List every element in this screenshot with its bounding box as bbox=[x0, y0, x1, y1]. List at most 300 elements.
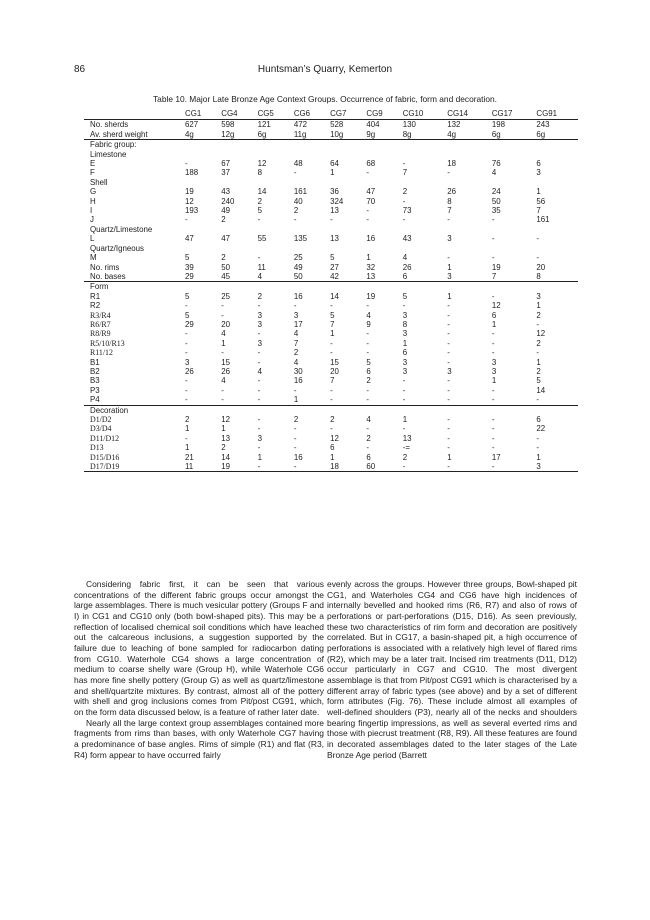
table-cell: - bbox=[330, 215, 333, 225]
table-cell: 8 bbox=[257, 168, 262, 178]
table-cell: 7 bbox=[402, 168, 408, 178]
table-cell bbox=[444, 244, 489, 253]
table-cell: - bbox=[447, 215, 450, 225]
table-cell: - bbox=[447, 433, 450, 443]
table-row bbox=[84, 168, 578, 177]
column-header: CG4 bbox=[218, 106, 254, 120]
table-cell: - bbox=[293, 168, 297, 178]
table-cell bbox=[489, 282, 534, 292]
table-cell: 49 bbox=[293, 262, 303, 272]
table-row bbox=[84, 244, 578, 253]
table-cell bbox=[400, 282, 445, 292]
table-cell: -= bbox=[402, 443, 410, 453]
table-cell: - bbox=[447, 253, 450, 263]
table-cell: 24 bbox=[491, 187, 501, 197]
table-row bbox=[84, 348, 578, 357]
table-cell bbox=[291, 178, 327, 187]
row-label: I bbox=[90, 206, 93, 216]
table-cell: 4g bbox=[182, 130, 218, 140]
table-cell: - bbox=[489, 395, 534, 405]
table-cell: 7 bbox=[447, 206, 452, 216]
table-cell: - bbox=[447, 357, 450, 367]
table-cell: 21 bbox=[185, 452, 194, 462]
table-cell: 25 bbox=[221, 291, 231, 301]
table-cell bbox=[255, 244, 291, 253]
table-cell: 2 bbox=[185, 415, 190, 424]
table-cell: 42 bbox=[327, 272, 363, 282]
table-cell: 2 bbox=[366, 376, 371, 386]
table-cell: 1 bbox=[402, 338, 408, 348]
row-label: H bbox=[90, 196, 96, 206]
table-header-row bbox=[84, 106, 578, 120]
table-cell: - bbox=[330, 385, 333, 395]
table-cell bbox=[291, 244, 327, 253]
table-cell: - bbox=[257, 301, 261, 311]
table-cell: 8 bbox=[402, 319, 408, 329]
table-cell: - bbox=[366, 385, 370, 395]
table-row bbox=[84, 234, 578, 243]
table-cell: - bbox=[491, 215, 495, 225]
table-cell: 11g bbox=[291, 130, 327, 140]
table-cell bbox=[444, 140, 489, 150]
column-header: CG17 bbox=[489, 106, 534, 120]
table-cell: - bbox=[491, 443, 495, 453]
table-cell bbox=[182, 244, 218, 253]
table-cell: 5 bbox=[366, 357, 371, 367]
table-cell: 30 bbox=[293, 366, 303, 376]
table-cell: 9g bbox=[363, 130, 399, 140]
table-cell: - bbox=[402, 159, 406, 169]
table-cell: 76 bbox=[491, 159, 501, 169]
table-cell: - bbox=[257, 415, 261, 424]
table-cell: 47 bbox=[185, 234, 194, 244]
table-cell: - bbox=[185, 329, 188, 339]
row-label: J bbox=[90, 215, 94, 225]
table-cell: 64 bbox=[330, 159, 339, 169]
table-cell: - bbox=[291, 462, 327, 472]
table-cell: - bbox=[447, 168, 450, 178]
table-cell: 2 bbox=[536, 338, 541, 348]
table-cell: 55 bbox=[257, 234, 267, 244]
table-cell: - bbox=[257, 443, 261, 453]
table-row bbox=[84, 263, 578, 272]
table-cell: 6g bbox=[533, 130, 578, 140]
table-cell bbox=[255, 282, 291, 292]
table-cell: 8 bbox=[533, 272, 578, 282]
table-cell: 18 bbox=[327, 462, 363, 472]
table-cell: 13 bbox=[330, 234, 339, 244]
table-cell: - bbox=[447, 310, 450, 320]
table-row bbox=[84, 120, 578, 130]
table-cell: - bbox=[185, 338, 188, 348]
row-label: R3/R4 bbox=[90, 310, 111, 320]
table-cell: 19 bbox=[218, 462, 254, 472]
table-cell: - bbox=[221, 301, 224, 311]
table-cell bbox=[182, 150, 218, 159]
table-row bbox=[84, 187, 578, 196]
table-cell: 3 bbox=[257, 310, 262, 320]
table-cell bbox=[291, 405, 327, 415]
table-cell: 26 bbox=[185, 366, 194, 376]
table-cell: 2 bbox=[366, 433, 371, 443]
table-cell: 1 bbox=[447, 291, 452, 301]
table-cell: 27 bbox=[330, 262, 339, 272]
table-row bbox=[84, 339, 578, 348]
table-cell: 627 bbox=[185, 120, 199, 130]
row-label: M bbox=[90, 253, 97, 263]
table-cell: 68 bbox=[366, 159, 376, 169]
table-cell: 1 bbox=[330, 329, 335, 339]
row-label: Quartz/Limestone bbox=[90, 224, 153, 234]
table-cell: 4 bbox=[293, 357, 299, 367]
table-cell: 20 bbox=[221, 319, 231, 329]
table-cell: 29 bbox=[182, 272, 218, 282]
table-cell: 11 bbox=[182, 462, 218, 472]
table-row bbox=[84, 197, 578, 206]
table-cell: 7 bbox=[330, 376, 335, 386]
table-cell bbox=[327, 178, 363, 187]
table-cell bbox=[363, 140, 399, 150]
table-row bbox=[84, 443, 578, 452]
table-cell: 13 bbox=[221, 433, 231, 443]
row-label: R6/R7 bbox=[90, 319, 111, 329]
row-label: Shell bbox=[90, 177, 108, 187]
table-cell: - bbox=[293, 385, 297, 395]
table-row bbox=[84, 159, 578, 168]
table-cell bbox=[363, 178, 399, 187]
table-cell: - bbox=[491, 253, 495, 263]
table-cell bbox=[444, 150, 489, 159]
table-cell: - bbox=[491, 424, 495, 434]
table-cell: 17 bbox=[293, 319, 303, 329]
table-cell: 4g bbox=[444, 130, 489, 140]
table-cell: 5 bbox=[330, 310, 335, 320]
table-cell: 20 bbox=[330, 366, 339, 376]
column-header: CG5 bbox=[255, 106, 291, 120]
table-cell: 2 bbox=[402, 452, 408, 462]
table-cell: 7 bbox=[489, 272, 534, 282]
table-cell: 188 bbox=[185, 168, 199, 178]
column-header: CG91 bbox=[533, 106, 578, 120]
table-cell: - bbox=[221, 385, 224, 395]
table-row bbox=[84, 386, 578, 395]
table-cell: 1 bbox=[291, 395, 327, 405]
table-cell: - bbox=[491, 348, 495, 358]
table-cell bbox=[533, 282, 578, 292]
table-cell bbox=[327, 405, 363, 415]
table-cell: 1 bbox=[536, 187, 541, 197]
table-cell: 5 bbox=[185, 310, 190, 320]
table-cell: - bbox=[221, 310, 224, 320]
table-cell bbox=[444, 405, 489, 415]
table-cell: - bbox=[257, 329, 261, 339]
table-cell: 1 bbox=[536, 452, 541, 462]
table-cell: 3 bbox=[491, 357, 497, 367]
table-cell: 3 bbox=[533, 462, 578, 472]
table-cell: - bbox=[221, 348, 224, 358]
table-cell: 14 bbox=[221, 452, 231, 462]
table-cell: 7 bbox=[330, 319, 335, 329]
table-cell: 35 bbox=[491, 206, 501, 216]
table-row bbox=[84, 215, 578, 224]
table-cell: - bbox=[400, 395, 445, 405]
table-cell bbox=[444, 282, 489, 292]
table-cell: - bbox=[402, 424, 406, 434]
column-header: CG1 bbox=[182, 106, 218, 120]
table-cell: 13 bbox=[330, 206, 339, 216]
table-cell: - bbox=[536, 433, 540, 443]
table-cell: - bbox=[185, 301, 188, 311]
context-group-table bbox=[84, 106, 578, 472]
table-cell bbox=[363, 405, 399, 415]
table-cell: 8g bbox=[400, 130, 445, 140]
table-row bbox=[84, 453, 578, 462]
table-cell: - bbox=[491, 415, 495, 424]
table-cell: 3 bbox=[402, 357, 408, 367]
table-cell: - bbox=[536, 234, 540, 244]
table-cell: 7 bbox=[293, 338, 299, 348]
table-cell: 1 bbox=[366, 253, 371, 263]
table-cell: 1 bbox=[185, 443, 190, 453]
table-cell: 26 bbox=[402, 262, 412, 272]
table-cell bbox=[327, 150, 363, 159]
table-cell bbox=[291, 140, 327, 150]
table-cell: 4 bbox=[221, 376, 226, 386]
table-cell bbox=[489, 150, 534, 159]
table-cell: 14 bbox=[536, 385, 546, 395]
table-row bbox=[84, 320, 578, 329]
table-caption: Table 10. Major Late Bronze Age Context Groups. Occurrence of fabric, form and decoration. bbox=[152, 94, 498, 104]
table-cell: - bbox=[330, 338, 333, 348]
table-cell bbox=[400, 405, 445, 415]
table-cell bbox=[182, 282, 218, 292]
table-cell: 6 bbox=[536, 415, 541, 424]
row-label: Av. sherd weight bbox=[84, 130, 182, 140]
table-cell: - bbox=[536, 443, 540, 453]
table-cell: - bbox=[447, 348, 450, 358]
table-cell: 598 bbox=[221, 120, 235, 130]
table-row bbox=[84, 140, 578, 150]
table-cell: 161 bbox=[536, 215, 550, 225]
table-cell: - bbox=[536, 348, 540, 358]
table-cell: - bbox=[366, 443, 370, 453]
table-cell: 47 bbox=[221, 234, 231, 244]
table-cell: - bbox=[255, 462, 291, 472]
table-cell: 5 bbox=[185, 291, 190, 301]
table-cell: 3 bbox=[402, 366, 408, 376]
table-cell bbox=[255, 225, 291, 234]
table-cell: 5 bbox=[402, 291, 408, 301]
table-cell: 1 bbox=[536, 357, 541, 367]
table-cell: 2 bbox=[536, 310, 541, 320]
table-cell: 1 bbox=[402, 415, 408, 424]
table-cell: 20 bbox=[536, 262, 546, 272]
table-cell: - bbox=[366, 348, 370, 358]
table-cell: 6g bbox=[489, 130, 534, 140]
table-row bbox=[84, 130, 578, 140]
table-cell bbox=[291, 282, 327, 292]
table-cell bbox=[533, 225, 578, 234]
table-cell: - bbox=[363, 395, 399, 405]
table-cell: 3 bbox=[293, 310, 299, 320]
table-cell: 3 bbox=[444, 272, 489, 282]
table-cell bbox=[489, 405, 534, 415]
table-cell: 19 bbox=[491, 262, 501, 272]
table-cell: - bbox=[447, 329, 450, 339]
table-cell: 3 bbox=[257, 433, 262, 443]
table-cell: 29 bbox=[185, 319, 194, 329]
table-cell: 7 bbox=[536, 206, 541, 216]
table-cell: 2 bbox=[221, 443, 226, 453]
table-cell bbox=[533, 140, 578, 150]
table-cell: 2 bbox=[293, 206, 299, 216]
table-cell: - bbox=[185, 433, 188, 443]
table-cell bbox=[255, 140, 291, 150]
table-cell: 36 bbox=[330, 187, 339, 197]
table-cell: 16 bbox=[366, 234, 376, 244]
table-cell bbox=[218, 150, 254, 159]
table-cell: - bbox=[185, 159, 188, 169]
row-label: R5/10/R13 bbox=[90, 338, 125, 348]
table-cell: - bbox=[185, 376, 188, 386]
table-cell: 1 bbox=[221, 338, 226, 348]
table-cell bbox=[218, 405, 254, 415]
table-cell: 6 bbox=[536, 159, 541, 169]
row-label: No. bases bbox=[84, 272, 182, 282]
table-cell: - bbox=[185, 348, 188, 358]
row-label: R8/R9 bbox=[90, 329, 111, 339]
table-cell: 2 bbox=[330, 415, 335, 424]
table-cell bbox=[327, 140, 363, 150]
table-cell: 5 bbox=[257, 206, 262, 216]
table-cell: 4 bbox=[366, 310, 371, 320]
table-cell: - bbox=[491, 338, 495, 348]
table-cell: 5 bbox=[185, 253, 190, 263]
table-row bbox=[84, 376, 578, 385]
table-row bbox=[84, 282, 578, 292]
table-cell bbox=[218, 178, 254, 187]
table-cell: - bbox=[447, 424, 450, 434]
table-cell: - bbox=[366, 301, 370, 311]
table-cell bbox=[444, 178, 489, 187]
row-label: D15/D16 bbox=[90, 452, 120, 462]
table-cell: 49 bbox=[221, 206, 231, 216]
table-row bbox=[84, 301, 578, 310]
table-cell: 3 bbox=[402, 329, 408, 339]
table-cell: - bbox=[366, 329, 370, 339]
row-label: D1/D2 bbox=[90, 415, 112, 424]
table-cell bbox=[363, 150, 399, 159]
table-cell: 8 bbox=[447, 196, 452, 206]
table-cell: 17 bbox=[491, 452, 501, 462]
table-cell: - bbox=[447, 376, 450, 386]
table-row bbox=[84, 434, 578, 443]
table-cell bbox=[218, 282, 254, 292]
table-cell: - bbox=[257, 357, 261, 367]
table-cell: - bbox=[182, 395, 218, 405]
table-cell: - bbox=[400, 462, 445, 472]
table-cell bbox=[533, 405, 578, 415]
table-cell: 50 bbox=[291, 272, 327, 282]
table-cell: 1 bbox=[257, 452, 262, 462]
table-cell: 40 bbox=[293, 196, 303, 206]
table-cell: - bbox=[533, 395, 578, 405]
table-cell bbox=[400, 244, 445, 253]
table-cell bbox=[255, 405, 291, 415]
table-cell: 6 bbox=[366, 452, 371, 462]
table-cell: 43 bbox=[402, 234, 412, 244]
row-label: No. rims bbox=[90, 262, 120, 272]
table-cell: 67 bbox=[221, 159, 231, 169]
table-cell: 4 bbox=[491, 168, 497, 178]
table-cell bbox=[291, 150, 327, 159]
row-label: Quartz/Igneous bbox=[90, 243, 144, 253]
table-cell: 4 bbox=[255, 272, 291, 282]
table-cell: - bbox=[330, 348, 333, 358]
row-label: Fabric group: bbox=[90, 140, 137, 150]
table-cell bbox=[218, 225, 254, 234]
table-cell bbox=[400, 225, 445, 234]
table-cell: 528 bbox=[330, 120, 344, 130]
table-cell: 1 bbox=[185, 424, 190, 434]
table-cell: - bbox=[330, 301, 333, 311]
table-cell: 18 bbox=[447, 159, 457, 169]
table-header-label bbox=[84, 106, 182, 120]
table-cell: 6 bbox=[400, 272, 445, 282]
row-label: G bbox=[90, 187, 97, 197]
table-cell: - bbox=[536, 253, 540, 263]
table-cell: - bbox=[257, 385, 261, 395]
table-cell: - bbox=[257, 215, 261, 225]
table-cell: 324 bbox=[330, 196, 344, 206]
table-cell: 48 bbox=[293, 159, 303, 169]
paragraph: Nearly all the large context group assemblages contained more fragments from rims than bases, with only Waterhole CG7 having a predominance of base angles. Rims of simple (R1) and flat (R3, R4) form appear to have occurred fairly bbox=[74, 717, 324, 760]
table-cell: 12 bbox=[536, 329, 546, 339]
table-cell: - bbox=[447, 319, 450, 329]
table-cell: 45 bbox=[218, 272, 254, 282]
table-cell bbox=[489, 225, 534, 234]
table-cell: 5 bbox=[536, 376, 541, 386]
table-cell: 73 bbox=[402, 206, 412, 216]
table-cell: 19 bbox=[366, 291, 376, 301]
table-cell: 9 bbox=[366, 319, 371, 329]
row-label: D17/D19 bbox=[84, 462, 182, 472]
table-cell bbox=[182, 140, 218, 150]
table-cell: - bbox=[293, 215, 297, 225]
table-cell: 11 bbox=[257, 262, 266, 272]
row-label: P3 bbox=[90, 385, 100, 395]
table-cell: 1 bbox=[491, 319, 497, 329]
table-cell bbox=[400, 140, 445, 150]
table-cell: 1 bbox=[447, 452, 452, 462]
row-label: B2 bbox=[90, 366, 100, 376]
table-cell: 12 bbox=[221, 415, 231, 424]
table-cell bbox=[489, 140, 534, 150]
table-row bbox=[84, 206, 578, 215]
table-cell: - bbox=[489, 462, 534, 472]
table-cell bbox=[363, 244, 399, 253]
table-row bbox=[84, 405, 578, 415]
table-cell: 4 bbox=[221, 329, 226, 339]
row-label: Decoration bbox=[90, 405, 129, 415]
table-row bbox=[84, 367, 578, 376]
table-cell: 56 bbox=[536, 196, 546, 206]
table-cell: - bbox=[293, 433, 297, 443]
table-cell: 3 bbox=[402, 310, 408, 320]
table-cell: - bbox=[293, 301, 297, 311]
table-cell: 12 bbox=[185, 196, 194, 206]
table-cell: 13 bbox=[402, 433, 412, 443]
